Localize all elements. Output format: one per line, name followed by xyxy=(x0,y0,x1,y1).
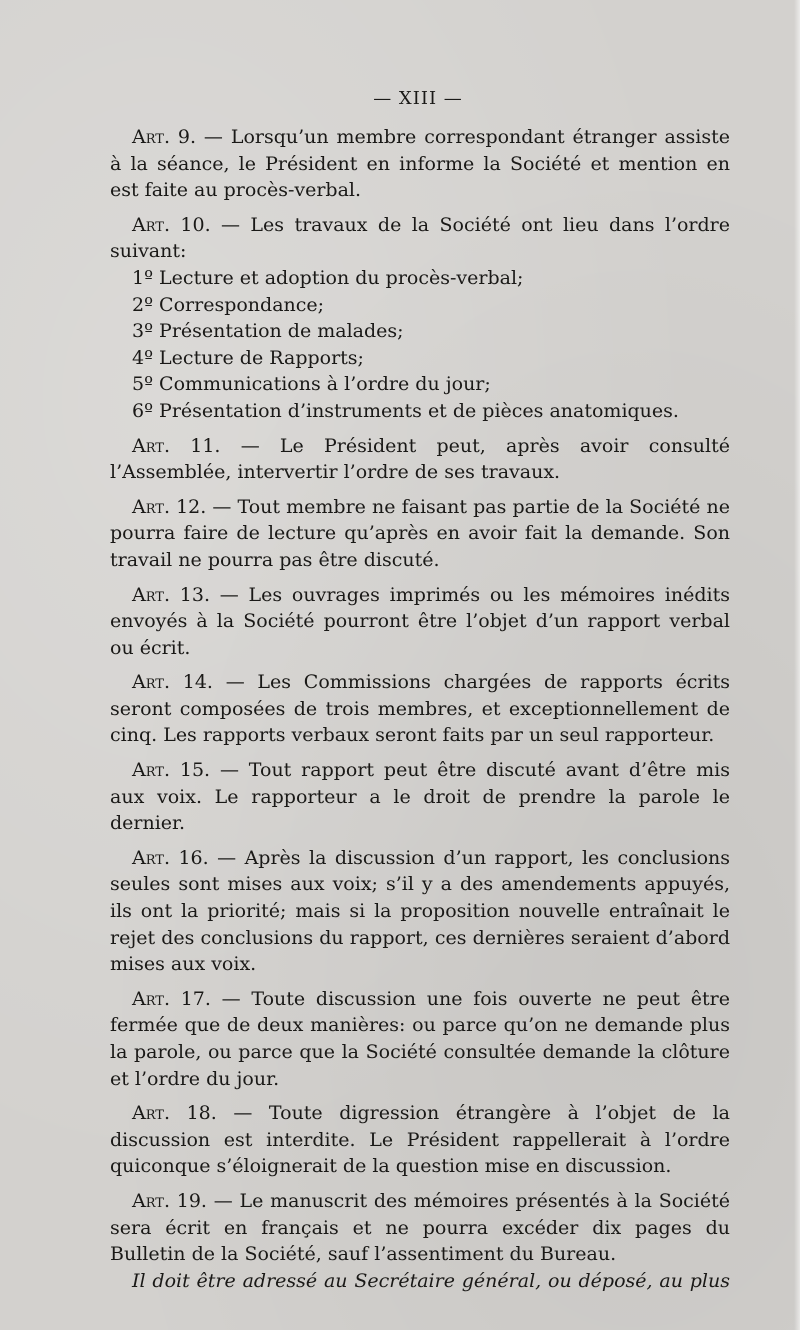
article-label: Art. 9. xyxy=(132,126,197,148)
closing-italic-line: Il doit être adressé au Secrétaire général, ou déposé, au plus xyxy=(132,1269,730,1292)
order-list xyxy=(110,265,730,425)
article-17 xyxy=(110,986,730,1092)
article-11 xyxy=(110,433,730,486)
list-item: 2º Correspondance; xyxy=(132,293,325,316)
article-13 xyxy=(110,582,730,662)
article-label: Art. 12. xyxy=(132,495,207,518)
body-text xyxy=(110,124,730,1294)
article-text: — Tout membre ne faisant pas partie de la Société ne pourra faire de lecture qu’après en avoir fait la demande. Son travail ne pourra pas être discuté. xyxy=(110,495,731,571)
article-text: — Le Président peut, après avoir consulté l’Assemblée, intervertir l’ordre de ses travaux. xyxy=(110,434,730,484)
article-text: — Tout rapport peut être discuté avant d’être mis aux voix. Le rapporteur a le droit de prendre la parole le dernier. xyxy=(110,759,730,835)
article-text: — Les ouvrages imprimés ou les mémoires inédits envoyés à la Société pourront être l’objet d’un rapport verbal ou écrit. xyxy=(110,583,730,659)
list-item: 3º Présentation de malades; xyxy=(132,320,404,343)
article-label: Art. 10. xyxy=(132,213,211,236)
article-14 xyxy=(110,669,730,749)
page-number: — XIII — xyxy=(373,88,463,109)
article-12 xyxy=(110,494,730,574)
article-label: Art. 17. xyxy=(132,987,211,1010)
article-15 xyxy=(110,757,730,837)
article-10 xyxy=(110,212,730,265)
page-edge xyxy=(794,0,800,1330)
list-item: 6º Présentation d’instruments et de pièces anatomiques. xyxy=(132,399,679,422)
article-label: Art. 18. xyxy=(132,1102,217,1125)
list-item: 4º Lecture de Rapports; xyxy=(132,346,364,369)
list-item: 1º Lecture et adoption du procès-verbal; xyxy=(132,266,524,289)
article-label: Art. 16. xyxy=(132,846,209,869)
article-label: Art. 15. xyxy=(132,759,211,782)
article-label: Art. 19. xyxy=(132,1189,207,1212)
article-text: — Les travaux de la Société ont lieu dans l’ordre suivant: xyxy=(110,213,730,263)
article-text: — Toute digression étrangère à l’objet de la discussion est interdite. Le Président rappellerait à l’ordre quiconque s’éloignerait de la question mise en discussion. xyxy=(110,1102,730,1178)
article-text: — Toute discussion une fois ouverte ne peut être fermée que de deux manières: ou parce qu’on ne demande plus la parole, ou parce que la Société consultée demande la clôture et l’ordre du jour. xyxy=(110,987,731,1090)
article-9 xyxy=(110,124,730,204)
article-text: — Les Commissions chargées de rapports écrits seront composées de trois membres, et exceptionnellement de cinq. Les rapports verbaux seront faits par un seul rapporteur. xyxy=(110,671,730,747)
article-text: — Le manuscrit des mémoires présentés à la Société sera écrit en français et ne pourra excéder dix pages du Bulletin de la Société, sauf l’assentiment du Bureau. xyxy=(110,1189,730,1266)
article-19 xyxy=(110,1188,730,1268)
article-label: Art. 11. xyxy=(132,434,221,457)
article-16 xyxy=(110,845,730,978)
article-text: — Après la discussion d’un rapport, les conclusions seules sont mises aux voix; s’il y a des amendements appuyés, ils ont la priorité; mais si la proposition nouvelle entraînait le rejet des conclusions du rapport, ces dernières seraient d’abord mises aux voix. xyxy=(110,846,730,976)
list-item: 5º Communications à l’ordre du jour; xyxy=(132,373,491,396)
article-label: Art. 14. xyxy=(132,671,213,694)
page-header xyxy=(0,88,800,109)
article-text: — Lorsqu’un membre correspondant étranger assiste à la séance, le Président en informe la Société et mention en est faite au procès-verbal. xyxy=(110,126,730,202)
article-18 xyxy=(110,1100,730,1180)
article-label: Art. 13. xyxy=(132,583,210,606)
